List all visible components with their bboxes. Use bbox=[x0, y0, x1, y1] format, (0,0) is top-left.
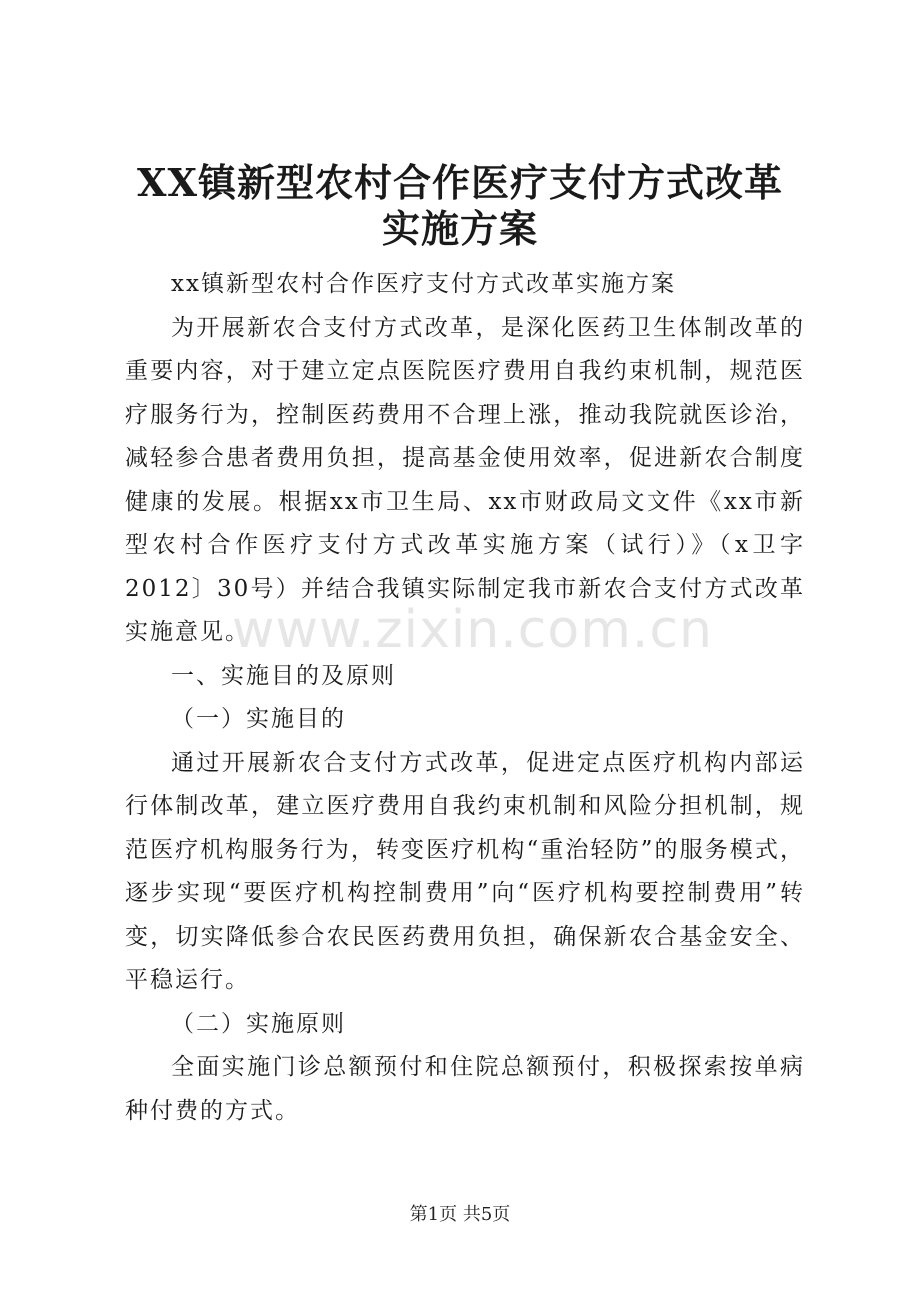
subsection-heading: （二）实施原则 bbox=[171, 1010, 346, 1037]
subsection-heading: （一）实施目的 bbox=[171, 706, 346, 732]
principle-paragraph: 全面实施门诊总额预付和住院总额预付，积极探索按单病种付费的方式。 bbox=[125, 1054, 805, 1124]
subtitle-paragraph: xx镇新型农村合作医疗支付方式改革实施方案 bbox=[171, 271, 676, 297]
watermark: www.zixin.com.cn bbox=[232, 600, 713, 660]
document-body bbox=[125, 263, 805, 1133]
section-heading: 一、实施目的及原则 bbox=[171, 662, 396, 689]
page-footer: 第1页 共5页 bbox=[409, 1204, 511, 1225]
document-title: XX镇新型农村合作医疗支付方式改革实施方案 bbox=[137, 160, 783, 251]
purpose-paragraph: 通过开展新农合支付方式改革，促进定点医疗机构内部运行体制改革，建立医疗费用自我约束机制和风险分担机制，规范医疗机构服务行为，转变医疗机构“重治轻防”的服务模式，逐步实现“要医疗机构控制费用”向“医疗机构要控制费用”转变，切实降低参合农民医药费用负担，确保新农合基金安全、平稳运行。 bbox=[125, 749, 805, 993]
intro-paragraph: 为开展新农合支付方式改革，是深化医药卫生体制改革的重要内容，对于建立定点医院医疗费用自我约束机制，规范医疗服务行为，控制医药费用不合理上涨，推动我院就医诊治，减轻参合患者费用负担，提高基金使用效率，促进新农合制度健康的发展。根据xx市卫生局、xx市财政局文文件《xx市新型农村合作医疗支付方式改革实施方案（试行）》（x卫字2012〕30号）并结合我镇实际制定我市新农合支付方式改革实施意见。 bbox=[125, 314, 805, 645]
